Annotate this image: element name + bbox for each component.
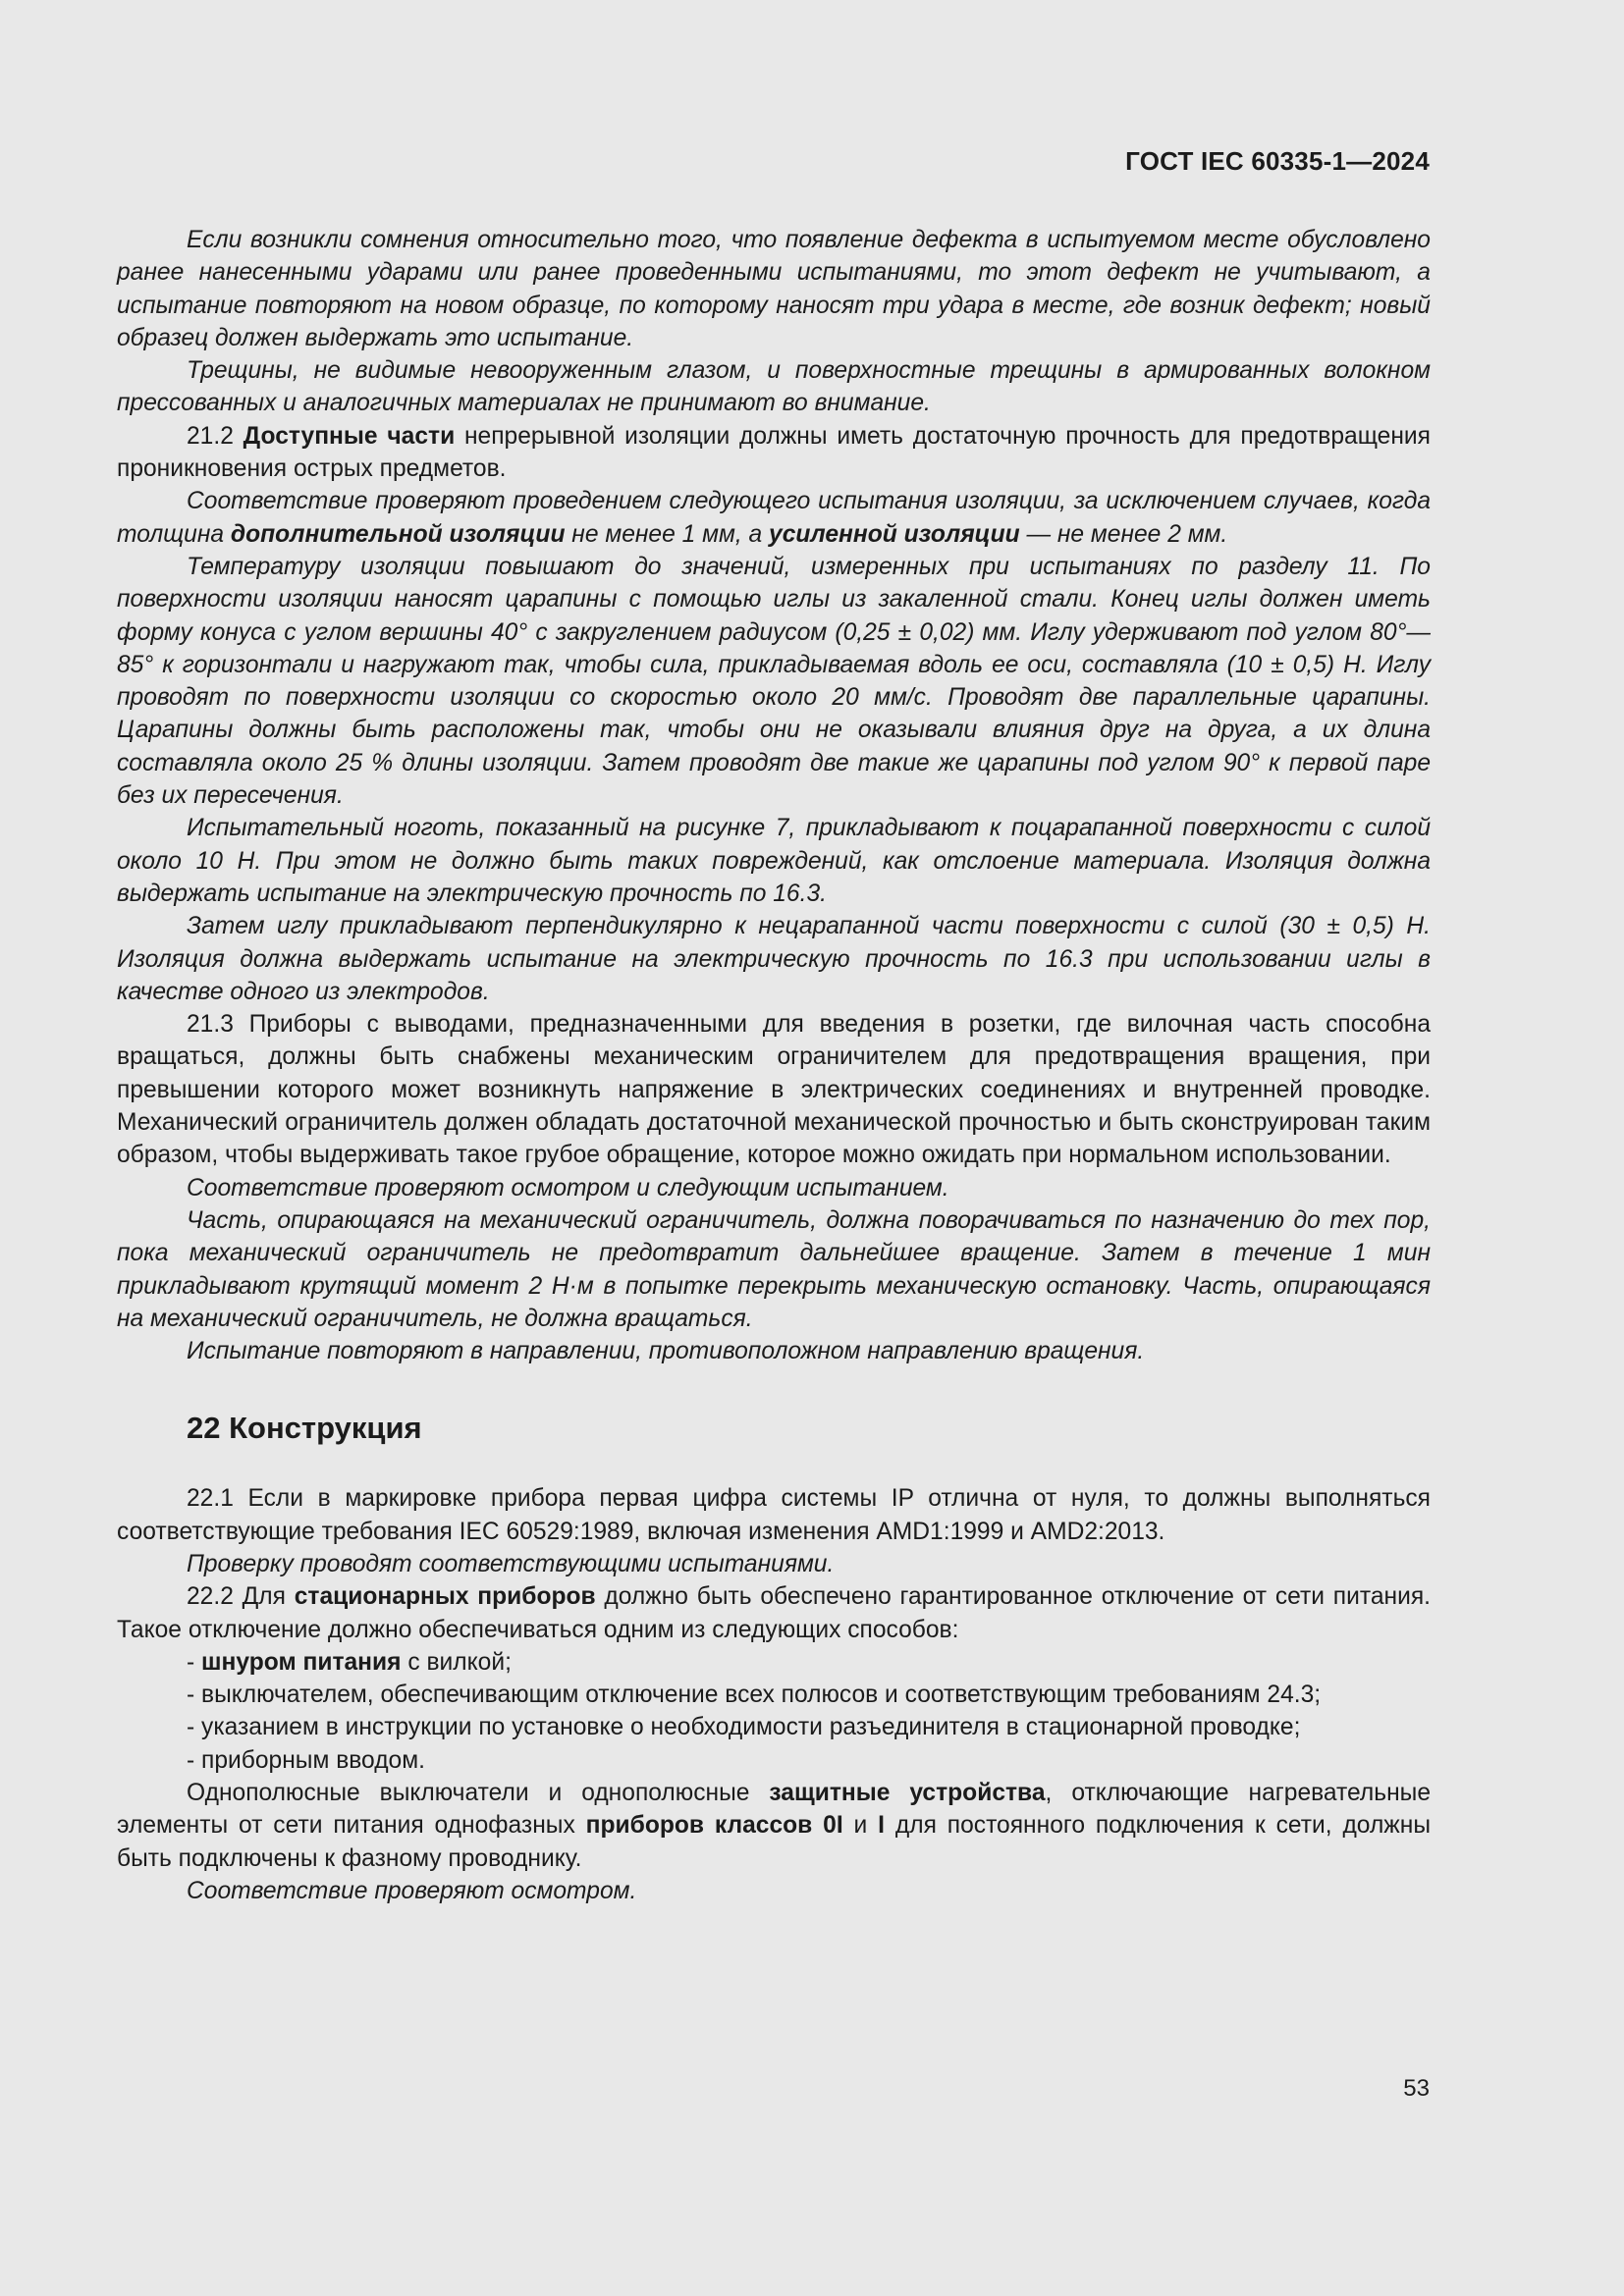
paragraph <box>117 1777 1431 1875</box>
text-run: Соответствие проверяют проведением следующего испытания изоляции, за исключением случаев, когда толщина <box>117 488 1431 548</box>
document-code: ГОСТ IEC 60335-1—2024 <box>1125 146 1430 176</box>
paragraph <box>117 1482 1431 1548</box>
bold-term: шнуром питания <box>201 1648 402 1676</box>
paragraph <box>117 1679 1431 1711</box>
text-run: непрерывной изоляции должны иметь достаточную прочность для предотвращения проникновения острых предметов. <box>117 422 1431 483</box>
text-run: для постоянного подключения к сети, должны быть подключены к фазному проводнику. <box>117 1812 1432 1872</box>
text-run: не менее 1 мм, а <box>565 520 770 548</box>
text-run: — не менее 2 мм. <box>1019 520 1228 548</box>
text-run: с вилкой; <box>401 1648 512 1676</box>
paragraph <box>117 1744 1431 1777</box>
bold-term: приборов классов 0I <box>585 1812 843 1840</box>
paragraph <box>117 1875 1431 1907</box>
bold-term: I <box>878 1812 886 1840</box>
text-run: - приборным вводом. <box>187 1746 425 1774</box>
bold-term: стационарных приборов <box>294 1583 596 1611</box>
paragraph <box>117 910 1431 1008</box>
text-run: Затем иглу прикладывают перпендикулярно к нецарапанной части поверхности с силой (30 ± 0,5) Н. Изоляция должна выдержать испытание на электрическую прочность по 16.3 при использовании иглы в качестве одного из электродов. <box>117 913 1431 1005</box>
text-run: и <box>842 1812 879 1840</box>
text-run: Соответствие проверяют осмотром и следующим испытанием. <box>187 1174 949 1201</box>
text-run: должно быть обеспечено гарантированное отключение от сети питания. Такое отключение должно обеспечиваться одним из следующих способов: <box>117 1583 1431 1643</box>
paragraph <box>117 485 1431 551</box>
paragraph <box>117 1646 1431 1679</box>
text-run: - выключателем, обеспечивающим отключение всех полюсов и соответствующим требованиям 24.3; <box>187 1682 1322 1709</box>
text-run: 22.1 Если в маркировке прибора первая цифра системы IP отлична от нуля, то должны выполняться соответствующие требования IEC 60529:1989, включая изменения AMD1:1999 и AMD2:2013. <box>117 1485 1431 1545</box>
text-run: 21.2 <box>187 422 244 450</box>
paragraph <box>117 1548 1431 1580</box>
text-run: Если возникли сомнения относительно того, что появление дефекта в испытуемом месте обусловлено ранее нанесенными ударами или ранее проведенными испытаниями, то этот дефект не учитывают, а испытание повторяют на новом образце, по которому наносят три удара в месте, где возник дефект; новый образец должен выдержать это испытание. <box>117 227 1431 351</box>
paragraph <box>117 1580 1431 1646</box>
paragraph <box>117 1335 1431 1367</box>
text-run: Испытательный ноготь, показанный на рисунке 7, прикладывают к поцарапанной поверхности с силой около 10 Н. При этом не должно быть таких повреждений, как отслоение материала. Изоляция должна выдержать испытание на электрическую прочность по 16.3. <box>117 815 1431 907</box>
paragraph <box>117 551 1431 812</box>
page-number: 53 <box>1403 2075 1430 2102</box>
text-run: Часть, опирающаяся на механический ограничитель, должна поворачиваться по назначению до тех пор, пока механический ограничитель не предотвратит дальнейшее вращение. Затем в течение 1 мин прикладывают крутящий момент 2 Н·м в попытке перекрыть механическую остановку. Часть, опирающаяся на механический ограничитель, не должна вращаться. <box>117 1206 1431 1332</box>
paragraph <box>117 1204 1431 1335</box>
text-run: 22.2 Для <box>187 1583 295 1611</box>
clause-22-text <box>117 1482 1431 1907</box>
text-run: Однополюсные выключатели и однополюсные <box>187 1780 770 1807</box>
text-run: - <box>187 1648 202 1676</box>
section-title: 22 Конструкция <box>187 1411 422 1446</box>
text-run: Испытание повторяют в направлении, противоположном направлению вращения. <box>187 1338 1145 1365</box>
paragraph <box>117 812 1431 910</box>
text-run: - указанием в инструкции по установке о необходимости разъединителя в стационарной проводке; <box>187 1714 1301 1741</box>
bold-term: защитные устройства <box>769 1780 1046 1807</box>
bold-term: дополнительной изоляции <box>230 520 566 548</box>
bold-term: Доступные части <box>243 422 456 450</box>
page-content <box>117 224 1431 1907</box>
text-run: Проверку проводят соответствующими испытаниями. <box>187 1550 835 1577</box>
bold-term: усиленной изоляции <box>769 520 1020 548</box>
text-run: Температуру изоляции повышают до значений, измеренных при испытаниях по разделу 11. По поверхности изоляции наносят царапины с помощью иглы из закаленной стали. Конец иглы должен иметь форму конуса с углом вершины 40° с закруглением радиусом (0,25 ± 0,02) мм. Иглу удерживают под углом 80°— 85° к горизонтали и нагружают так, чтобы сила, прикладываемая вдоль ее оси, составляла (10 ± 0,5) Н. Иглу проводят по поверхности изоляции со скоростью около 20 мм/с. Проводят две параллельные царапины. Царапины должны быть расположены так, чтобы они не оказывали влияния друг на друга, а их длина составляла около 25 % длины изоляции. Затем проводят две такие же царапины под углом 90° к первой паре без их пересечения. <box>117 553 1431 810</box>
paragraph <box>117 420 1431 486</box>
text-run: Соответствие проверяют осмотром. <box>187 1877 637 1904</box>
paragraph <box>117 1008 1431 1171</box>
paragraph <box>117 354 1431 420</box>
text-run: , отключающие нагревательные элементы от сети питания однофазных <box>117 1780 1432 1840</box>
paragraph <box>117 1711 1431 1743</box>
text-run: Трещины, не видимые невооруженным глазом, и поверхностные трещины в армированных волокном прессованных и аналогичных материалах не принимают во внимание. <box>117 357 1431 417</box>
text-run: 21.3 Приборы с выводами, предназначенными для введения в розетки, где вилочная часть способна вращаться, должны быть снабжены механическим ограничителем для предотвращения вращения, при превышении которого может возникнуть напряжение в электрических соединениях и внутренней проводке. Механический ограничитель должен обладать достаточной механической прочностью и быть сконструирован таким образом, чтобы выдерживать такое грубое обращение, которое можно ожидать при нормальном использовании. <box>117 1011 1431 1169</box>
clause-21-text <box>117 224 1431 1367</box>
paragraph <box>117 224 1431 354</box>
paragraph <box>117 1172 1431 1204</box>
